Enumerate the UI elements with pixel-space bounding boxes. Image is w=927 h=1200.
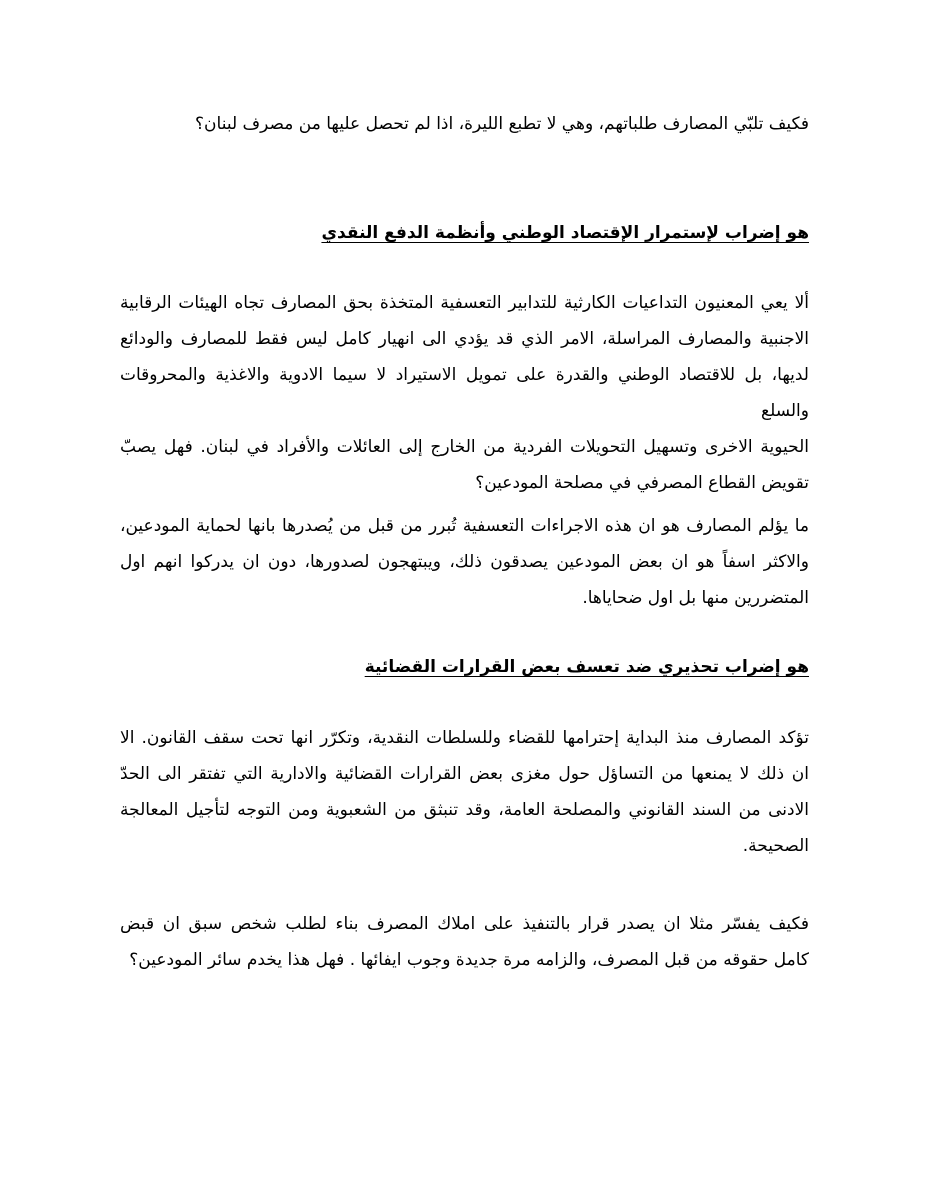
paragraph-catastrophic-consequences [120,285,809,501]
text-line: تؤكد المصارف منذ البداية إحترامها للقضاء وللسلطات النقدية، وتكرّر انها تحت سقف القانون. الا [120,728,809,748]
text-line: لديها، بل للاقتصاد الوطني والقدرة على تمويل الاستيراد لا سيما الادوية والاغذية والمحروقات والسلع [120,365,809,421]
section-heading-warning-strike: هو إضراب تحذيري ضد تعسف بعض القرارات القضائية [364,657,809,677]
paragraph-respect-judiciary [120,720,809,864]
text-line: الصحيحة. [742,836,809,856]
paragraph-enforcement-question [120,906,809,978]
text-line: فكيف يفسّر مثلا ان يصدر قرار بالتنفيذ على املاك المصرف بناء لطلب شخص سبق ان قبض [120,914,809,934]
text-line: كامل حقوقه من قبل المصرف، والزامه مرة جديدة وجوب ايفائها . فهل هذا يخدم سائر المودعين؟ [129,950,809,970]
text-line: ما يؤلم المصارف هو ان هذه الاجراءات التعسفية تُبرر من قبل من يُصدرها بانها لحماية المودعين، [120,516,809,536]
text-line: ألا يعي المعنيون التداعيات الكارثية للتدابير التعسفية المتخذة بحق المصارف تجاه الهيئات الرقابية [120,293,809,313]
text-line: الحيوية الاخرى وتسهيل التحويلات الفردية من الخارج إلى العائلات والأفراد في لبنان. فهل يصبّ [120,437,809,457]
text-line: فكيف تلبّي المصارف طلباتهم، وهي لا تطبع الليرة، اذا لم تحصل عليها من مصرف لبنان؟ [195,114,809,134]
text-line: ان ذلك لا يمنعها من التساؤل حول مغزى بعض القرارات القضائية والادارية التي تفتقر الى الحدّ [120,764,809,784]
text-line: الاجنبية والمصارف المراسلة، الامر الذي قد يؤدي الى انهيار كامل ليس فقط للمصارف والودائع [120,329,809,349]
paragraph-depositors-first-victims [120,508,809,616]
text-line: تقويض القطاع المصرفي في مصلحة المودعين؟ [475,473,809,493]
section-heading-strike-economy: هو إضراب لإستمرار الإقتصاد الوطني وأنظمة الدفع النقدي [321,223,809,243]
text-line: الادنى من السند القانوني والمصلحة العامة، وقد تنبثق من الشعبوية ومن التوجه لتأجيل المعالجة [120,800,809,820]
text-line: المتضررين منها بل اول ضحاياها. [582,588,809,608]
text-line: والاكثر اسفاً هو ان بعض المودعين يصدقون ذلك، ويبتهجون لصدورها، دون ان يدركوا انهم اول [120,552,809,572]
intro-paragraph [120,106,809,142]
